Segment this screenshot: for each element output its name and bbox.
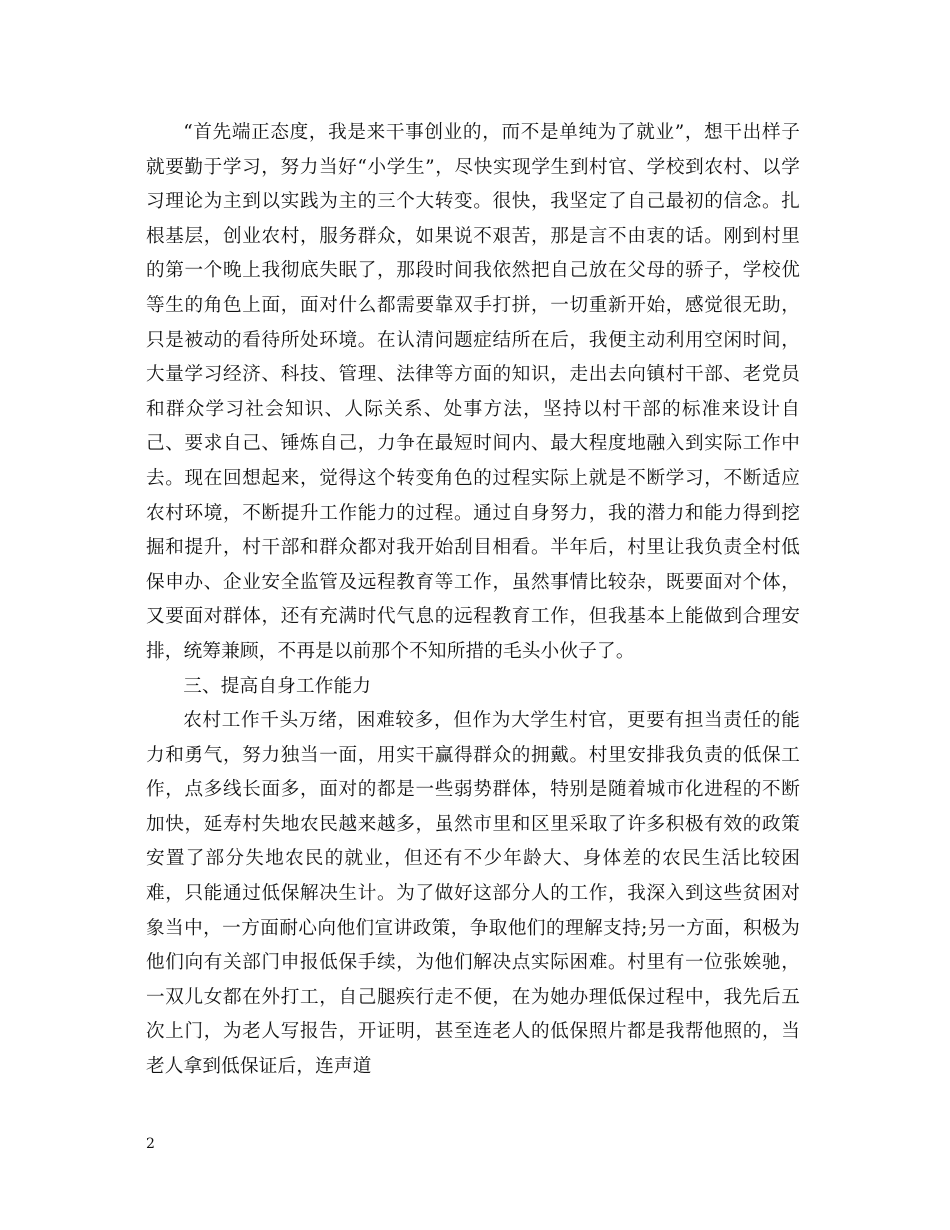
paragraph-2: 农村工作千头万绪，困难较多，但作为大学生村官，更要有担当责任的能力和勇气，努力独当一面，用实干赢得群众的拥戴。村里安排我负责的低保工作，点多线长面多，面对的都是一些弱势群体，特别是随着城市化进程的不断加快，延寿村失地农民越来越多，虽然市里和区里采取了许多积极有效的政策安置了部分失地农民的就业，但还有不少年龄大、身体差的农民生活比较困难，只能通过低保解决生计。为了做好这部分人的工作，我深入到这些贫困对象当中，一方面耐心向他们宣讲政策，争取他们的理解支持;另一方面，积极为他们向有关部门申报低保手续，为他们解决点实际困难。村里有一位张娭驰，一双儿女都在外打工，自己腿疾行走不便，在为她办理低保过程中，我先后五次上门，为老人写报告，开证明，甚至连老人的低保照片都是我帮他照的，当老人拿到低保证后，连声道 <box>146 710 800 1078</box>
page-number: 2 <box>146 1136 155 1152</box>
section-heading: 三、提高自身工作能力 <box>183 675 372 697</box>
document-body <box>146 116 800 1085</box>
paragraph-1: “首先端正态度，我是来干事创业的，而不是单纯为了就业”，想干出样子就要勤于学习，努力当好“小学生”，尽快实现学生到村官、学校到农村、以学习理论为主到以实践为主的三个大转变。很快，我坚定了自己最初的信念。扎根基层，创业农村，服务群众，如果说不艰苦，那是言不由衷的话。刚到村里的第一个晚上我彻底失眠了，那段时间我依然把自己放在父母的骄子，学校优等生的角色上面，面对什么都需要靠双手打拼，一切重新开始，感觉很无助，只是被动的看待所处环境。在认清问题症结所在后，我便主动利用空闲时间，大量学习经济、科技、管理、法律等方面的知识，走出去向镇村干部、老党员和群众学习社会知识、人际关系、处事方法，坚持以村干部的标准来设计自己、要求自己、锤炼自己，力争在最短时间内、最大程度地融入到实际工作中去。现在回想起来，觉得这个转变角色的过程实际上就是不断学习，不断适应农村环境，不断提升工作能力的过程。通过自身努力，我的潜力和能力得到挖掘和提升，村干部和群众都对我开始刮目相看。半年后，村里让我负责全村低保申办、企业安全监管及远程教育等工作，虽然事情比较杂，既要面对个体，又要面对群体，还有充满时代气息的远程教育工作，但我基本上能做到合理安排，统筹兼顾，不再是以前那个不知所措的毛头小伙子了。 <box>146 122 800 662</box>
